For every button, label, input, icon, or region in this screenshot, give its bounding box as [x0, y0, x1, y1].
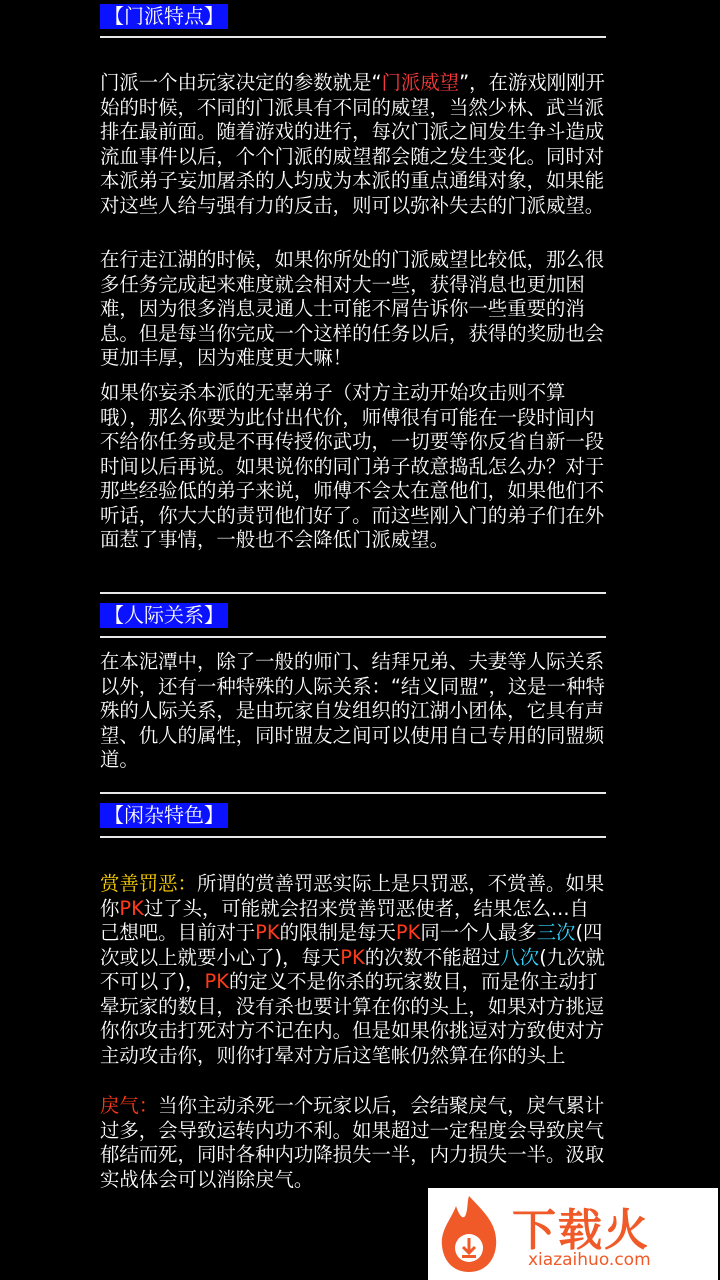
divider — [100, 792, 606, 794]
divider — [100, 592, 606, 594]
watermark-badge — [428, 1188, 718, 1280]
section-tag-menpai: 【门派特点】 — [100, 4, 228, 29]
menpai-paragraph-2: 在行走江湖的时候，如果你所处的门派威望比较低，那么很多任务完成起来难度就会相对大一些，获得消息也更加困难，因为很多消息灵通人士可能不屑告诉你一些重要的消息。但是每当你完成一个这样的任务以后，获得的奖励也会更加丰厚，因为难度更大嘛！ — [100, 248, 605, 369]
divider — [100, 36, 606, 38]
section-tag-renji: 【人际关系】 — [100, 603, 228, 628]
divider — [100, 636, 606, 638]
watermark-brand: 下载火 — [512, 1205, 650, 1256]
shangshan-paragraph: 赏善罚恶：所谓的赏善罚恶实际上是只罚恶，不赏善。如果你PK过了头，可能就会招来赏善罚恶使者，结果怎么...自己想吧。目前对于PK的限制是每天PK同一个人最多三次(四次或以上就要小心了)，每天PK的次数不能超过八次(九次就不可以了)，PK的定义不是你杀的玩家数目，而是你主动打晕玩家的数目，没有杀也要计算在你的头上，如果对方挑逗你你攻击打死对方不记在内。但是如果你挑逗对方致使对方主动攻击你，则你打晕对方后这笔帐仍然算在你的头上 — [100, 872, 605, 1067]
liqi-paragraph: 戾气：当你主动杀死一个玩家以后，会结聚戾气，戾气累计过多，会导致运转内功不利。如果超过一定程度会导致戾气郁结而死，同时各种内功降损失一半，内力损失一半。汲取实战体会可以消除戾气。 — [100, 1094, 605, 1191]
watermark-url: xiazaihuo.com — [528, 1250, 651, 1270]
renji-paragraph: 在本泥潭中，除了一般的师门、结拜兄弟、夫妻等人际关系以外，还有一种特殊的人际关系：“结义同盟”，这是一种特殊的人际关系，是由玩家自发组织的江湖小团体，它具有声望、仇人的属性，同时盟友之间可以使用自己专用的同盟频道。 — [100, 650, 605, 771]
section-tag-xianza: 【闲杂特色】 — [100, 803, 228, 828]
divider — [100, 836, 606, 838]
flame-logo-icon — [436, 1194, 502, 1274]
menpai-paragraph-1: 门派一个由玩家决定的参数就是“门派威望”，在游戏刚刚开始的时候，不同的门派具有不同的威望，当然少林、武当派排在最前面。随着游戏的进行，每次门派之间发生争斗造成流血事件以后，个个门派的威望都会随之发生变化。同时对本派弟子妄加屠杀的人均成为本派的重点通缉对象，如果能对这些人给与强有力的反击，则可以弥补失去的门派威望。 — [100, 71, 605, 217]
menpai-paragraph-3: 如果你妄杀本派的无辜弟子（对方主动开始攻击则不算哦），那么你要为此付出代价，师傅很有可能在一段时间内不给你任务或是不再传授你武功，一切要等你反省自新一段时间以后再说。如果说你的同门弟子故意捣乱怎么办？对于那些经验低的弟子来说，师傅不会太在意他们，如果他们不听话，你大大的责罚他们好了。而这些刚入门的弟子们在外面惹了事情，一般也不会降低门派威望。 — [100, 381, 605, 551]
